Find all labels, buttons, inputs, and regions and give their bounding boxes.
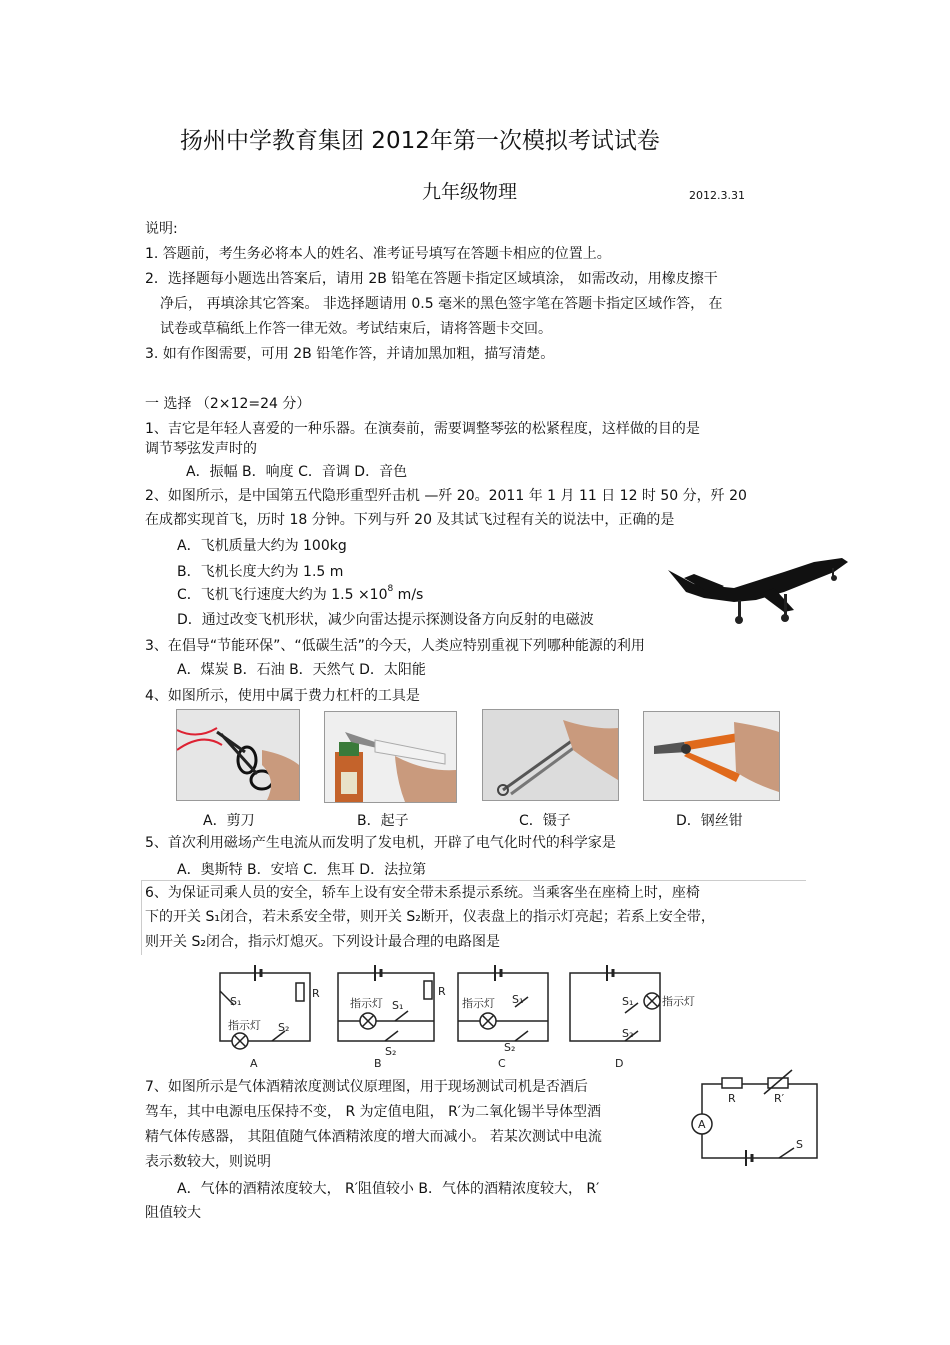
svg-text:S₂: S₂ [504, 1041, 516, 1054]
q6-label-d: D [615, 1057, 624, 1070]
notes-label: 说明: [145, 221, 178, 237]
q6-stem-cont-2: 则开关 S₂闭合，指示灯熄灭。下列设计最合理的电路图是 [145, 934, 500, 950]
section-heading: 一 选择 （2×12=24 分） [145, 396, 311, 412]
q1-stem: 1、吉它是年轻人喜爱的一种乐器。在演奏前，需要调整琴弦的松紧程度，这样做的目的是 [145, 421, 700, 437]
q6-label-a: A [250, 1057, 258, 1070]
q2-option-c-exponent: 8 [387, 584, 394, 594]
svg-text:S₂: S₂ [385, 1045, 397, 1058]
note-2-line-3: 试卷或草稿纸上作答一律无效。考试结束后，请将答题卡交回。 [160, 321, 552, 337]
svg-text:S₂: S₂ [622, 1027, 634, 1040]
q3-stem: 3、在倡导“节能环保”、“低碳生活”的今天，人类应特别重视下列哪种能源的利用 [145, 638, 645, 654]
q7-stem-cont-2: 精气体传感器， 其阻值随气体酒精浓度的增大而减小。 若某次测试中电流 [145, 1129, 602, 1145]
scissors-photo [176, 709, 300, 801]
exam-date: 2012.3.31 [689, 189, 745, 202]
q6-lamp-label-b: 指示灯 [350, 997, 383, 1010]
q5-options: A．奥斯特 B．安培 C．焦耳 D．法拉第 [177, 862, 427, 878]
svg-text:R: R [438, 985, 446, 998]
q2-option-a: A．飞机质量大约为 100kg [177, 538, 347, 554]
exam-subject: 九年级物理 [422, 181, 518, 203]
note-2-line-2: 净后， 再填涂其它答案。 非选择题请用 0.5 毫米的黑色签字笔在答题卡指定区域作答， 在 [160, 296, 723, 312]
pliers-photo [643, 711, 780, 801]
q7-label-switch: S [796, 1138, 803, 1151]
q6-lamp-label-c: 指示灯 [462, 997, 495, 1010]
jet-fighter-image [664, 548, 850, 632]
note-2-line-1: 2．选择题每小题选出答案后，请用 2B 铅笔在答题卡指定区域填涂， 如需改动，用橡皮擦干 [145, 271, 718, 287]
q7-stem: 7、如图所示是气体酒精浓度测试仪原理图，用于现场测试司机是否酒后 [145, 1079, 588, 1095]
q6-circuit-diagrams [210, 955, 715, 1075]
q7-options-cont: 阻值较大 [145, 1205, 201, 1221]
q2-stem-cont: 在成都实现首飞，历时 18 分钟。下列与歼 20 及其试飞过程有关的说法中，正确的是 [145, 512, 675, 528]
q7-stem-cont-3: 表示数较大，则说明 [145, 1154, 271, 1170]
note-1: 1. 答题前，考生务必将本人的姓名、准考证号填写在答题卡相应的位置上。 [145, 246, 611, 262]
q2-option-c [177, 586, 423, 606]
svg-text:S₁: S₁ [392, 999, 404, 1012]
q2-option-d: D．通过改变飞机形状，减少向雷达提示探测设备方向反射的电磁波 [177, 612, 594, 628]
q6-lamp-label-a: 指示灯 [228, 1019, 261, 1032]
svg-text:S₁: S₁ [230, 995, 242, 1008]
svg-text:S₁: S₁ [622, 995, 634, 1008]
q7-label-r-prime: R′ [774, 1092, 785, 1105]
q2-option-c-unit: m/s [393, 587, 424, 603]
q7-alcohol-tester-circuit [684, 1066, 824, 1170]
q2-option-b: B．飞机长度大约为 1.5 m [177, 564, 344, 580]
tweezers-photo [482, 709, 619, 801]
q6-label-c: C [498, 1057, 506, 1070]
q6-lamp-label-d: 指示灯 [662, 995, 695, 1008]
q4-option-b: B．起子 [357, 813, 409, 829]
q4-option-d: D．钢丝钳 [676, 813, 743, 829]
q4-option-c: C．镊子 [519, 813, 571, 829]
q5-stem: 5、首次利用磁场产生电流从而发明了发电机，开辟了电气化时代的科学家是 [145, 835, 616, 851]
q4-stem: 4、如图所示，使用中属于费力杠杆的工具是 [145, 688, 420, 704]
q7-label-r: R [728, 1092, 736, 1105]
q6-stem: 6、为保证司乘人员的安全，轿车上设有安全带未系提示系统。当乘客坐在座椅上时，座椅 [145, 885, 700, 901]
q3-options: A．煤炭 B．石油 B．天然气 D．太阳能 [177, 662, 426, 678]
q7-stem-cont-1: 驾车，其中电源电压保持不变， R 为定值电阻， R′为二氧化锡半导体型酒 [145, 1104, 601, 1120]
q1-stem-cont: 调节琴弦发声时的 [145, 441, 257, 457]
exam-title: 扬州中学教育集团 2012年第一次模拟考试试卷 [180, 128, 660, 154]
q7-options: A．气体的酒精浓度较大， R′阻值较小 B．气体的酒精浓度较大， R′ [177, 1181, 600, 1197]
svg-text:R: R [312, 987, 320, 1000]
q6-box-top [141, 880, 806, 881]
note-3: 3. 如有作图需要，可用 2B 铅笔作答，并请加黑加粗，描写清楚。 [145, 346, 555, 362]
bottle-opener-photo [324, 711, 457, 803]
q2-stem: 2、如图所示，是中国第五代隐形重型歼击机 —歼 20。2011 年 1 月 11 日 12 时 50 分，歼 20 [145, 488, 747, 504]
q2-option-c-text: C．飞机飞行速度大约为 1.5 ×10 [177, 587, 388, 603]
q7-label-ammeter: A [698, 1118, 706, 1131]
q4-option-a: A．剪刀 [203, 813, 255, 829]
q1-options: A．振幅 B．响度 C．音调 D．音色 [186, 464, 408, 480]
q6-box-left [141, 880, 142, 955]
q6-label-b: B [374, 1057, 382, 1070]
svg-text:S₁: S₁ [512, 993, 524, 1006]
svg-text:S₂: S₂ [278, 1021, 290, 1034]
q6-stem-cont-1: 下的开关 S₁闭合，若未系安全带，则开关 S₂断开，仪表盘上的指示灯亮起；若系上安全带， [145, 909, 715, 925]
